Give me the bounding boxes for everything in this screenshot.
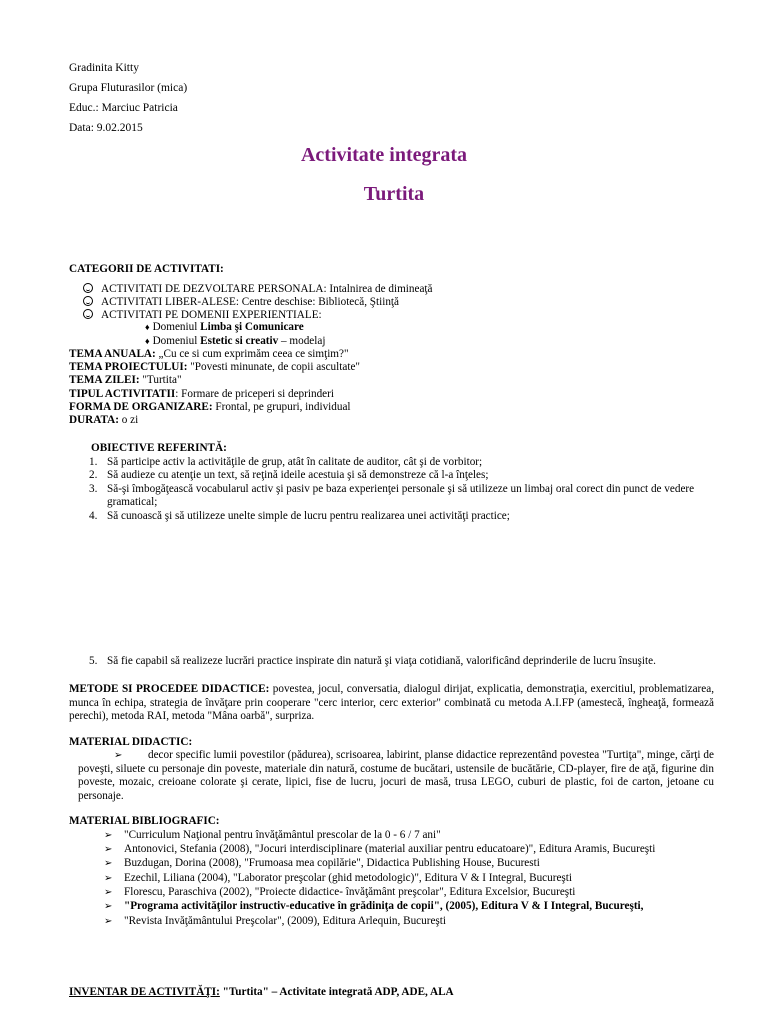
bibliography-item: ➢ "Curriculum Naţional pentru învăţământul prescolar de la 0 - 6 / 7 ani": [104, 829, 441, 841]
bibliography-item: ➢ Antonovici, Stefania (2008), "Jocuri interdisciplinare (material auxiliar pentru educatoare)", Editura Aramis, Bucureşti: [104, 843, 656, 855]
tipul-activitatii: TIPUL ACTIVITATII: Formare de priceperi si deprinderi: [69, 388, 334, 400]
document-title: Activitate integrata: [300, 144, 468, 166]
bibliography-item: ➢ Ezechil, Liliana (2004), "Laborator preşcolar (ghid metodologic)", Editura V & I Integral, Bucureşti: [104, 872, 572, 884]
methods-paragraph: METODE SI PROCEDEE DIDACTICE: povestea, jocul, conversatia, dialogul dirijat, explicatia, demonstraţia, exercitiul, problematizarea, munca în echipa, strategia de învăţare prin cooperare "cerc interior, cerc exterior" combinată cu metoda A.I.FP (amestecă, îngheaţă, formează perechi), metoda RAI, metoda "Mâna oarbă", surpriza.: [69, 683, 715, 722]
domain-limba: ♦ Domeniul Limba şi Comunicare: [145, 321, 304, 333]
kindergarten-name: Gradinita Kitty: [69, 62, 139, 74]
tema-proiectului: TEMA PROIECTULUI: "Povesti minunate, de copii ascultate": [69, 361, 360, 373]
tema-zilei: TEMA ZILEI: "Turtita": [69, 374, 182, 386]
smiley-bullet-icon: [83, 283, 93, 293]
bibliography-heading: MATERIAL BIBLIOGRAFIC:: [69, 815, 220, 827]
bibliography-item: ➢ "Programa activităţilor instructiv-educative în grădiniţa de copii", (2005), Editura V & I Integral, Bucureşti,: [104, 900, 644, 912]
bibliography-item: ➢ Florescu, Paraschiva (2002), "Proiecte didactice- învăţământ preşcolar", Editura Excelsior, Bucureşti: [104, 886, 576, 898]
category-ala: ACTIVITATI LIBER-ALESE: Centre deschise: Bibliotecă, Ştiinţă: [83, 295, 399, 309]
forma-organizare: FORMA DE ORGANIZARE: Frontal, pe grupuri, individual: [69, 401, 351, 413]
objective-number: 2.: [89, 469, 98, 481]
arrow-bullet-icon: ➢: [104, 830, 113, 841]
activity-date: Data: 9.02.2015: [69, 122, 143, 134]
category-ade: ACTIVITATI PE DOMENII EXPERIENTIALE:: [83, 308, 322, 322]
smiley-bullet-icon: [83, 296, 93, 306]
objective-item: Să fie capabil să realizeze lucrări practice inspirate din natură şi viaţa cotidiană, valorificând deprinderile de lucru însuşite.: [107, 655, 656, 667]
material-paragraph: ➢ decor specific lumii povestilor (pădurea), scrisoarea, labirint, planse didactice reprezentând povestea "Turtiţa", minge, cărţi de poveşti, siluete cu personaje din poveste, materiale din natură, costume de bucătari, ustensile de bucătărie, CD-player, fire de aţă, figurine din poveste, mozaic, creioane colorate şi cerate, lipici, fise de lucru, jocuri de masă, trusa LEGO, cuburi de plastic, foi de carton, jetoane cu personaje.: [78, 749, 714, 802]
arrow-bullet-icon: ➢: [104, 873, 113, 884]
arrow-bullet-icon: ➢: [104, 916, 113, 927]
diamond-bullet-icon: ♦: [145, 336, 150, 346]
objectives-heading: OBIECTIVE REFERINTĂ:: [91, 442, 227, 454]
category-adp: ACTIVITATI DE DEZVOLTARE PERSONALA: Intalnirea de dimineaţă: [83, 282, 433, 296]
educator-name: Educ.: Marciuc Patricia: [69, 102, 178, 114]
arrow-bullet-icon: ➢: [104, 887, 113, 898]
durata: DURATA: o zi: [69, 414, 139, 426]
categories-heading: CATEGORII DE ACTIVITATI:: [69, 263, 224, 275]
objective-item: Să cunoască şi să utilizeze unelte simple de lucru pentru realizarea unei activităţi practice;: [107, 510, 510, 522]
domain-estetic: ♦ Domeniul Estetic si creativ – modelaj: [145, 335, 326, 347]
arrow-bullet-icon: ➢: [104, 844, 113, 855]
objective-number: 3.: [89, 483, 98, 495]
objective-number: 4.: [89, 510, 98, 522]
objective-item: Să-şi îmbogăţească vocabularul activ şi pasiv pe baza experienţei personale şi să utilizeze un limbaj oral corect din punct de vedere gramatical;: [107, 483, 695, 508]
arrow-bullet-icon: ➢: [114, 750, 123, 761]
objective-item: Să audieze cu atenţie un text, să reţină ideile acestuia şi să demonstreze că l-a înţeles;: [107, 469, 489, 481]
inventory-line: INVENTAR DE ACTIVITĂŢI: "Turtita" – Activitate integrată ADP, ADE, ALA: [69, 986, 454, 998]
diamond-bullet-icon: ♦: [145, 322, 150, 332]
document-subtitle: Turtita: [363, 183, 425, 205]
material-heading: MATERIAL DIDACTIC:: [69, 736, 193, 748]
arrow-bullet-icon: ➢: [104, 858, 113, 869]
tema-anuala: TEMA ANUALA: „Cu ce si cum exprimăm ceea ce simţim?": [69, 348, 349, 360]
group-name: Grupa Fluturasilor (mica): [69, 82, 188, 94]
objective-item: Să participe activ la activităţile de grup, atât în calitate de auditor, cât şi de vorbitor;: [107, 456, 483, 468]
objective-number: 1.: [89, 456, 98, 468]
smiley-bullet-icon: [83, 309, 93, 319]
bibliography-item: ➢ Buzdugan, Dorina (2008), "Frumoasa mea copilărie", Didactica Publishing House, Bucuresti: [104, 857, 540, 869]
arrow-bullet-icon: ➢: [104, 901, 113, 912]
bibliography-item: ➢ "Revista Invăţământului Preşcolar", (2009), Editura Arlequin, Bucureşti: [104, 915, 446, 927]
objective-number: 5.: [89, 655, 98, 667]
